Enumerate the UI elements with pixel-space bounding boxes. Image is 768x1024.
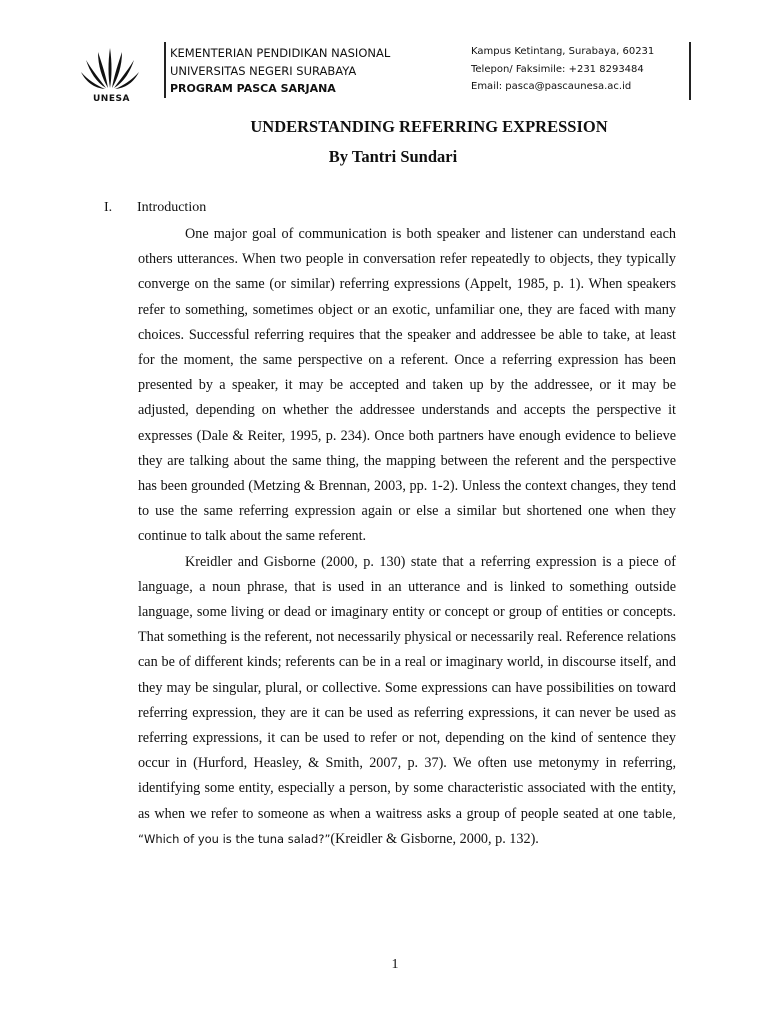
- quote-citation: (Kreidler & Gisborne, 2000, p. 132).: [330, 830, 539, 847]
- unesa-emblem-icon: [78, 42, 142, 98]
- header-divider-right: [689, 42, 691, 100]
- address: Kampus Ketintang, Surabaya, 60231: [471, 46, 655, 57]
- university-name: UNIVERSITAS NEGERI SURABAYA: [170, 64, 357, 78]
- quoted-example: table, “Which of you is the tuna salad?”: [138, 806, 676, 846]
- phone: Telepon/ Faksimile: +231 8293484: [471, 63, 644, 75]
- section-heading: [104, 200, 206, 216]
- document-author: By Tantri Sundari: [328, 147, 458, 166]
- paragraph-2: [138, 550, 676, 852]
- document-title: UNDERSTANDING REFERRING EXPRESSION: [250, 117, 608, 136]
- contact-block: [471, 43, 654, 96]
- email: Email: pasca@pascaunesa.ac.id: [471, 81, 632, 92]
- section-title: Introduction: [137, 200, 207, 215]
- letterhead: [0, 40, 768, 102]
- institution-block: [170, 44, 390, 98]
- paragraph-2-text: Kreidler and Gisborne (2000, p. 130) state that a referring expression is a piece of language, a noun phrase, that is used in an utterance and is linked to something outside language, some living or dead or imaginary entity or concept or group of entities or concepts. That something is the referent, not necessarily physical or necessarily real. Reference relations can be of different kinds; referents can be in a real or imaginary world, in discourse itself, and they may be singular, plural, or collective. Some expressions can have possibilities on toward referring expression, they are it can be used as referring expressions, it can never be used as referring expressions, it can be used to refer or not, depending on the kind of sentence they occur in (Hurford, Heasley, & Smith, 2007, p. 37). We often use metonymy in referring, identifying some entity, especially a person, by some characteristic associated with the entity, as when we refer to someone as when a waitress asks a group of people seated at one: [138, 553, 676, 822]
- section-number: I.: [104, 200, 113, 215]
- body-text: [138, 222, 676, 852]
- ministry-name: KEMENTERIAN PENDIDIKAN NASIONAL: [170, 46, 391, 60]
- program-name: PROGRAM PASCA SARJANA: [170, 82, 336, 95]
- paragraph-1: One major goal of communication is both speaker and listener can understand each others utterances. When two people in conversation refer repeatedly to objects, they typically converge on the same (or similar) referring expressions (Appelt, 1985, p. 1). When speakers refer to something, sometimes object or an exotic, unfamiliar one, they are faced with many choices. Successful referring requires that the speaker and addressee be able to take, at least for the moment, the same perspective on a referent. Once a referring expression has been presented by a speaker, it may be accepted and taken up by the addressee, or it may be adjusted, depending on whether the addressee understands and accepts the perspective it expresses (Dale & Reiter, 1995, p. 234). Once both partners have enough evidence to believe they are talking about the same thing, the mapping between the referent and the perspective has been grounded (Metzing & Brennan, 2003, pp. 1-2). Unless the context changes, they tend to use the same referring expression again or else a similar but shortened one when they continue to talk about the same referent.: [138, 226, 676, 545]
- header-divider-left: [164, 42, 166, 98]
- logo-caption: UNESA: [93, 94, 130, 104]
- page-number: 1: [391, 957, 399, 972]
